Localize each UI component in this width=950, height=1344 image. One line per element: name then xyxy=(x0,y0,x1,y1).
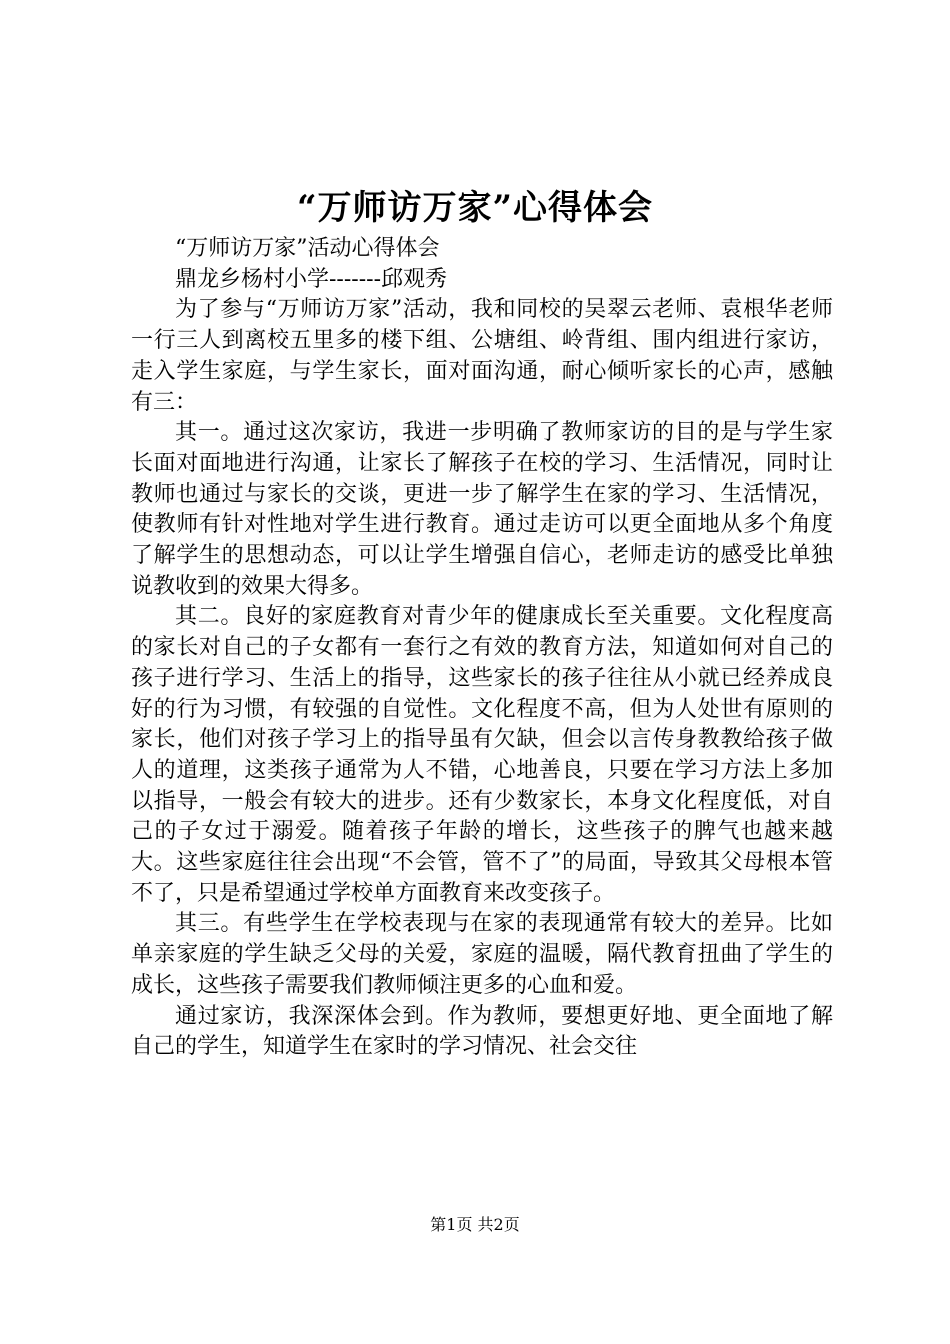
paragraph-intro: 为了参与“万师访万家”活动，我和同校的吴翠云老师、袁根华老师一行三人到离校五里多的楼下组、公塘组、岭背组、围内组进行家访，走入学生家庭，与学生家长，面对面沟通，耐心倾听家长的心声，感触有三： xyxy=(131,297,833,415)
paragraph-point-three: 其三。有些学生在学校表现与在家的表现通常有较大的差异。比如单亲家庭的学生缺乏父母的关爱，家庭的温暖，隔代教育扭曲了学生的成长，这些孩子需要我们教师倾注更多的心血和爱。 xyxy=(131,911,833,998)
paragraph-author: 鼎龙乡杨村小学-------邱观秀 xyxy=(175,266,448,292)
page-footer: 第1页 共2页 xyxy=(430,1215,520,1234)
paragraph-conclusion: 通过家访，我深深体会到。作为教师，要想更好地、更全面地了解自己的学生，知道学生在家时的学习情况、社会交往 xyxy=(131,1003,833,1060)
paragraph-point-one: 其一。通过这次家访，我进一步明确了教师家访的目的是与学生家长面对面地进行沟通，让家长了解孩子在校的学习、生活情况，同时让教师也通过与家长的交谈，更进一步了解学生在家的学习、生活情况，使教师有针对性地对学生进行教育。通过走访可以更全面地从多个角度了解学生的思想动态，可以让学生增强自信心，老师走访的感受比单独说教收到的效果大得多。 xyxy=(131,420,833,599)
paragraph-subtitle: “万师访万家”活动心得体会 xyxy=(175,236,440,261)
document-body xyxy=(131,234,833,1063)
document-title: “万师访万家”心得体会 xyxy=(296,188,654,228)
paragraph-point-two: 其二。良好的家庭教育对青少年的健康成长至关重要。文化程度高的家长对自己的子女都有一套行之有效的教育方法，知道如何对自己的孩子进行学习、生活上的指导，这些家长的孩子往往从小就已经养成良好的行为习惯，有较强的自觉性。文化程度不高，但为人处世有原则的家长，他们对孩子学习上的指导虽有欠缺，但会以言传身教教给孩子做人的道理，这类孩子通常为人不错，心地善良，只要在学习方法上多加以指导，一般会有较大的进步。还有少数家长，本身文化程度低，对自己的子女过于溺爱。随着孩子年龄的增长，这些孩子的脾气也越来越大。这些家庭往往会出现“不会管，管不了”的局面，导致其父母根本管不了，只是希望通过学校单方面教育来改变孩子。 xyxy=(131,604,833,906)
